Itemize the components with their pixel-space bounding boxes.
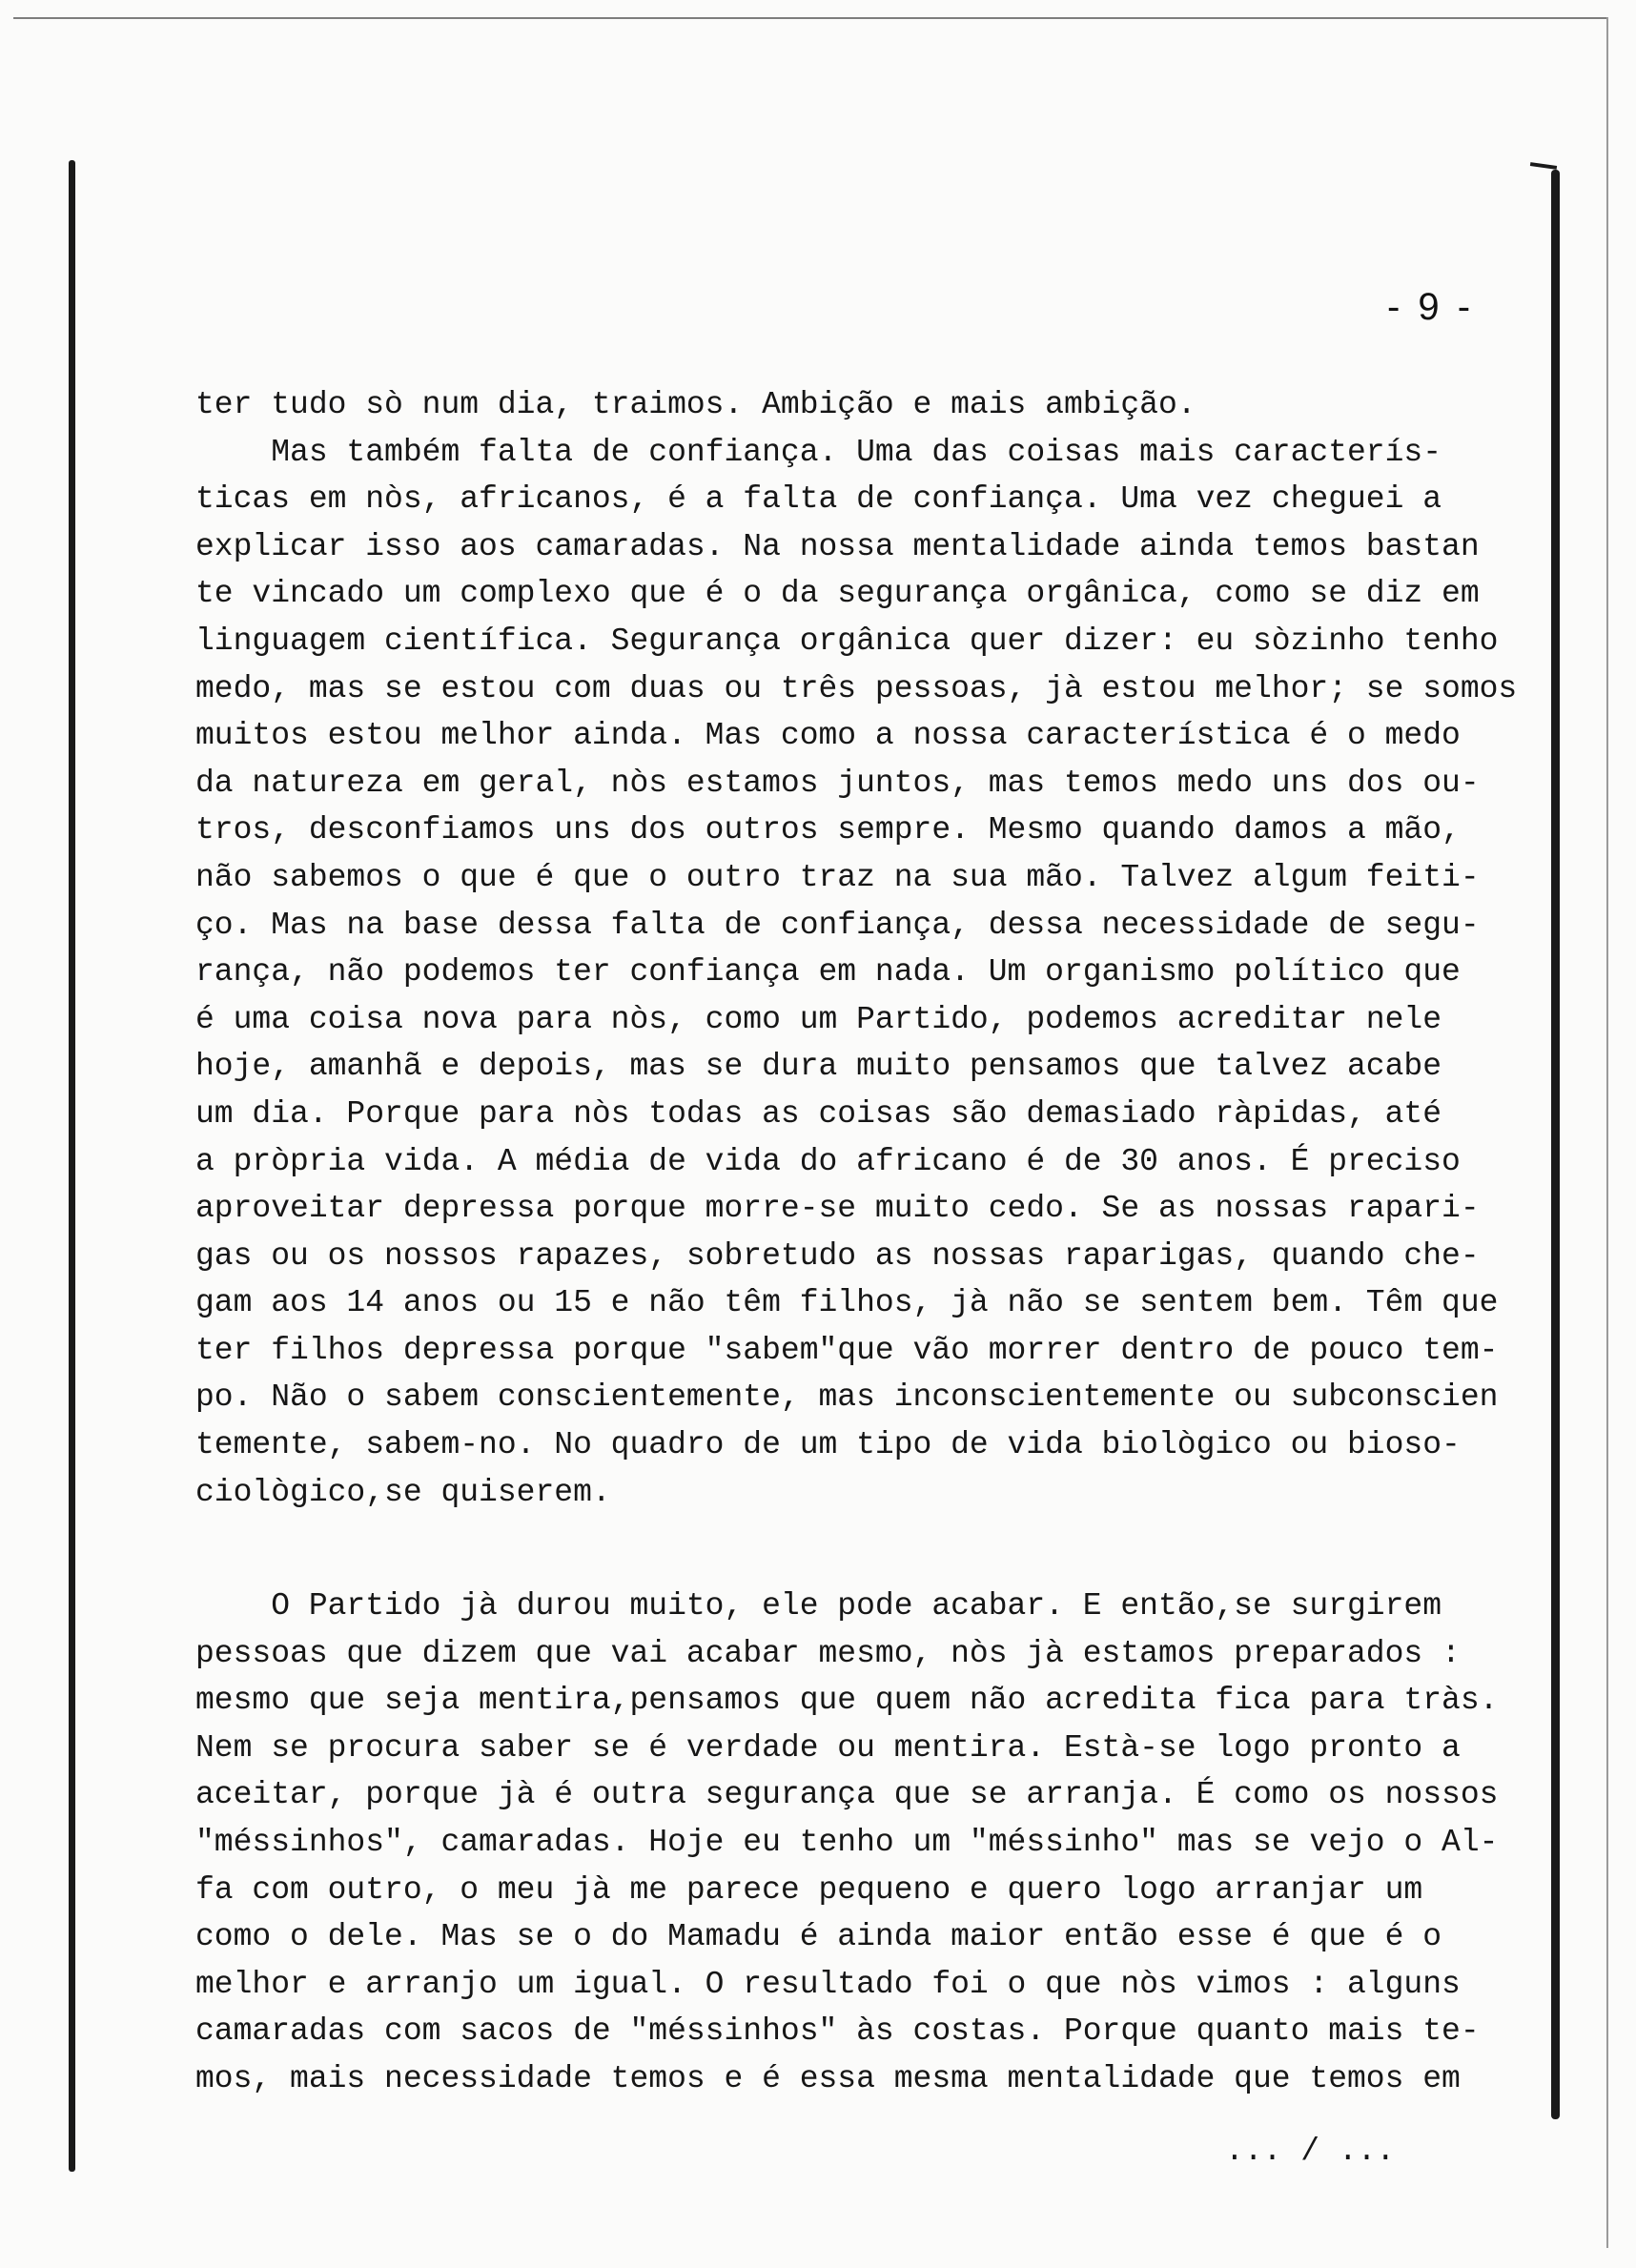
right-margin-bar <box>1551 170 1560 2119</box>
page-number: - 9 - <box>1387 286 1475 328</box>
body-paragraph-1: ter tudo sò num dia, traimos. Ambição e mais ambição. Mas também falta de confiança. Uma das coisas mais caracterís- ticas em nòs, africanos, é a falta de confiança. Uma vez cheguei a explicar isso aos camaradas. Na nossa mentalidade ainda temos bastan te vincado um complexo que é o da segurança orgânica, como se diz em linguagem científica. Segurança orgânica quer dizer: eu sòzinho tenho medo, mas se estou com duas ou três pessoas, jà estou melhor; se somos muitos estou melhor ainda. Mas como a nossa característica é o medo da natureza em geral, nòs estamos juntos, mas temos medo uns dos ou- tros, desconfiamos uns dos outros sempre. Mesmo quando damos a mão, não sabemos o que é que o outro traz na sua mão. Talvez algum feiti- ço. Mas na base dessa falta de confiança, dessa necessidade de segu- rança, não podemos ter confiança em nada. Um organismo político que é uma coisa nova para nòs, como um Partido, podemos acreditar nele hoje, amanhã e depois, mas se dura muito pensamos que talvez acabe um dia. Porque para nòs todas as coisas são demasiado ràpidas, até a pròpria vida. A média de vida do africano é de 30 anos. É preciso aproveitar depressa porque morre-se muito cedo. Se as nossas rapari- gas ou os nossos rapazes, sobretudo as nossas raparigas, quando che- gam aos 14 anos ou 15 e não têm filhos, jà não se sentem bem. Têm que ter filhos depressa porque "sabem"que vão morrer dentro de pouco tem- po. Não o sabem conscientemente, mas inconscientemente ou subconscien temente, sabem-no. No quadro de um tipo de vida biològico ou bioso- ciològico,se quiserem. <box>195 387 1518 1510</box>
page-top-edge <box>13 17 1607 19</box>
page-right-edge <box>1606 17 1608 2248</box>
body-paragraph-2: O Partido jà durou muito, ele pode acabar. E então,se surgirem pessoas que dizem que vai acabar mesmo, nòs jà estamos preparados : mesmo que seja mentira,pensamos que quem não acredita fica para tràs. Nem se procura saber se é verdade ou mentira. Està-se logo pronto a aceitar, porque jà é outra segurança que se arranja. É como os nossos "méssinhos", camaradas. Hoje eu tenho um "méssinho" mas se vejo o Al- fa com outro, o meu jà me parece pequeno e quero logo arranjar um como o dele. Mas se o do Mamadu é ainda maior então esse é que é o melhor e arranjo um igual. O resultado foi o que nòs vimos : alguns camaradas com sacos de "méssinhos" às costas. Porque quanto mais te- mos, mais necessidade temos e é essa mesma mentalidade que temos em <box>195 1588 1499 2096</box>
left-margin-bar <box>69 160 75 2172</box>
continuation-marker: ... / ... <box>1225 2134 1396 2169</box>
right-margin-bar-hook <box>1530 162 1557 170</box>
